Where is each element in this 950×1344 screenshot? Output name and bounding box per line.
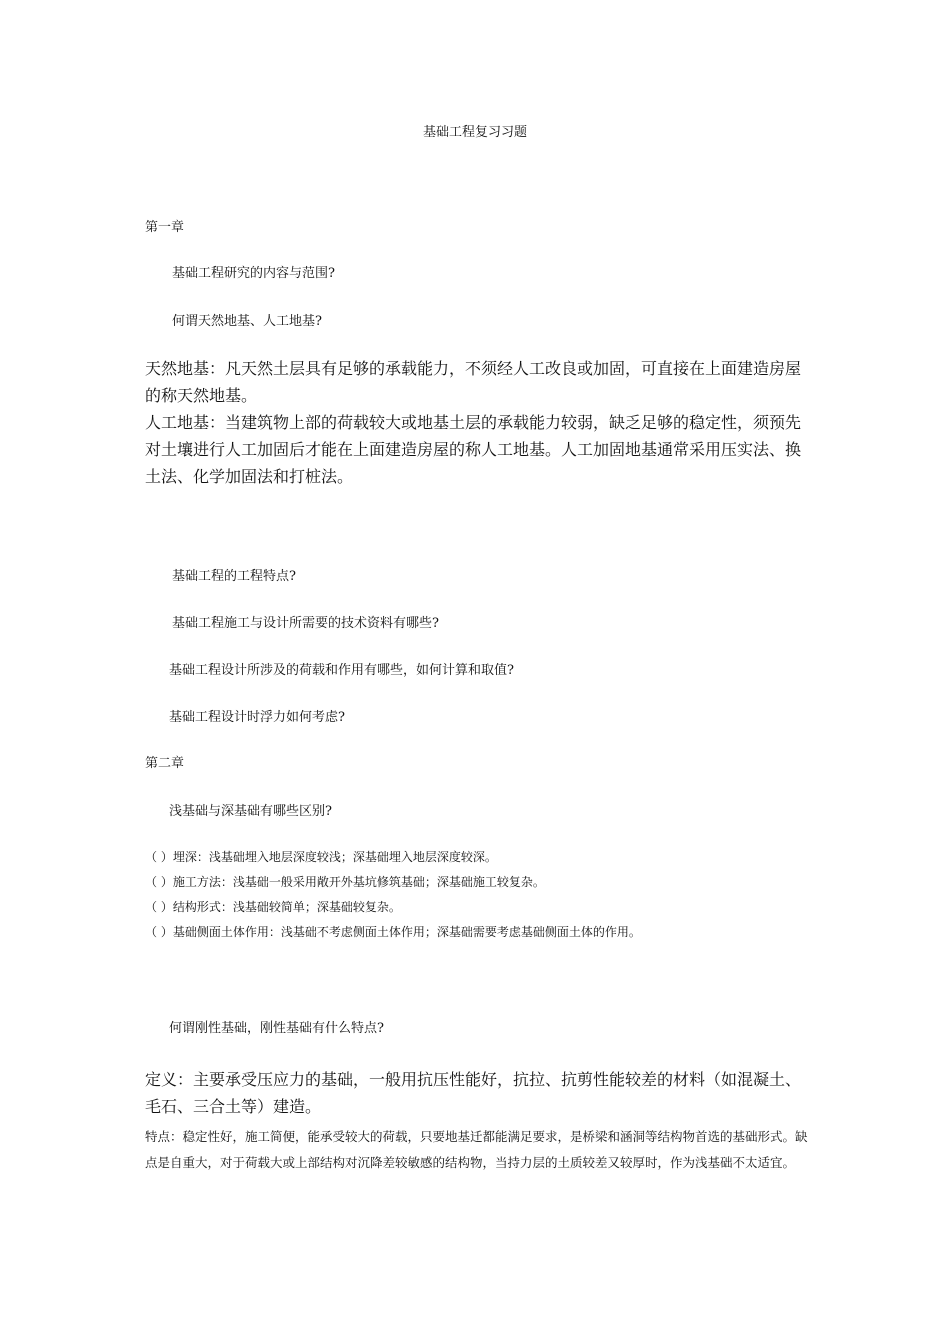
question-rigid-foundation: 何谓刚性基础，刚性基础有什么特点? bbox=[169, 1021, 384, 1036]
question-technical-data: 基础工程施工与设计所需要的技术资料有哪些? bbox=[172, 616, 439, 631]
list-item: （ ）基础侧面土体作用：浅基础不考虑侧面土体作用；深基础需要考虑基础侧面土体的作用。 bbox=[145, 925, 641, 939]
chapter-heading-1: 第一章 bbox=[145, 220, 185, 235]
answer-artificial-foundation: 人工地基：当建筑物上部的荷载较大或地基土层的承载能力较弱，缺乏足够的稳定性，须预先对土壤进行人工加固后才能在上面建造房屋的称人工地基。人工加固地基通常采用压实法、换土法、化学加固法和打桩法。 bbox=[145, 413, 802, 486]
question-buoyancy: 基础工程设计时浮力如何考虑? bbox=[169, 710, 345, 725]
document-title: 基础工程复习习题 bbox=[422, 125, 527, 140]
question-foundations: 何谓天然地基、人工地基? bbox=[172, 314, 322, 329]
question-scope: 基础工程研究的内容与范围? bbox=[172, 266, 335, 281]
question-characteristics: 基础工程的工程特点? bbox=[172, 569, 296, 584]
answer-natural-foundation: 天然地基：凡天然土层具有足够的承载能力，不须经人工改良或加固，可直接在上面建造房屋的称天然地基。 bbox=[145, 359, 802, 405]
question-shallow-deep: 浅基础与深基础有哪些区别? bbox=[169, 804, 332, 819]
answer-features: 特点：稳定性好，施工简便，能承受较大的荷载，只要地基迁都能满足要求，是桥梁和涵洞等结构物首选的基础形式。缺点是自重大，对于荷载大或上部结构对沉降差较敏感的结构物，当持力层的土质较差又较厚时，作为浅基础不太适宜。 bbox=[145, 1129, 808, 1170]
list-item: （ ）结构形式：浅基础较简单；深基础较复杂。 bbox=[145, 900, 401, 914]
list-item: （ ）埋深：浅基础埋入地层深度较浅；深基础埋入地层深度较深。 bbox=[145, 850, 497, 864]
list-item: （ ）施工方法：浅基础一般采用敞开外基坑修筑基础；深基础施工较复杂。 bbox=[145, 875, 545, 889]
chapter-heading-2: 第二章 bbox=[145, 756, 185, 771]
question-loads: 基础工程设计所涉及的荷载和作用有哪些，如何计算和取值? bbox=[169, 663, 514, 678]
answer-definition: 定义：主要承受压应力的基础，一般用抗压性能好，抗拉、抗剪性能较差的材料（如混凝土、毛石、三合土等）建造。 bbox=[145, 1070, 802, 1116]
